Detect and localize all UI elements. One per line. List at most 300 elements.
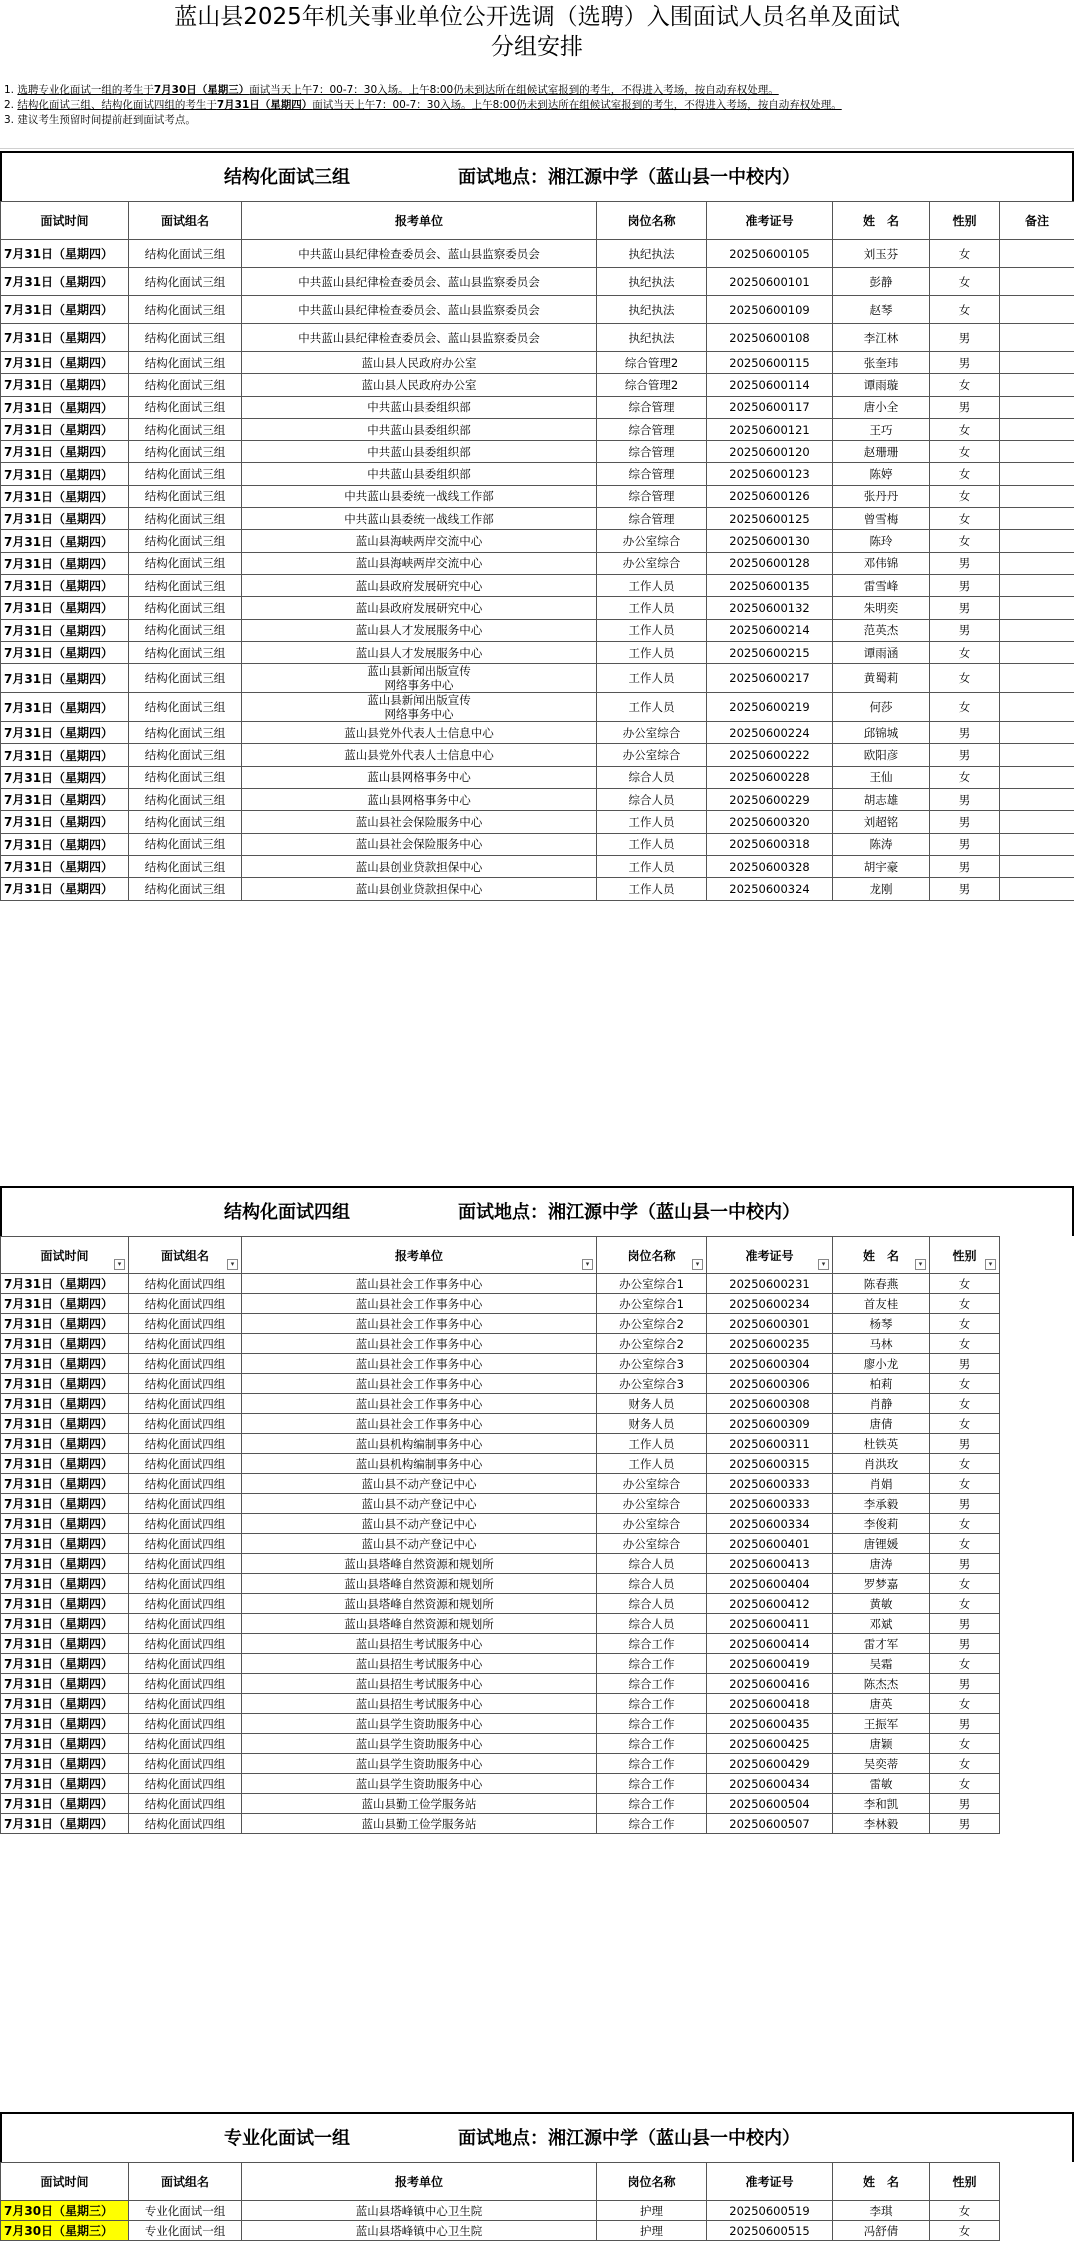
gender-cell: 男 [930, 855, 1000, 877]
position-cell: 办公室综合1 [597, 1274, 707, 1294]
table-row [1, 789, 1074, 811]
position-cell: 综合人员 [597, 1594, 707, 1614]
unit-cell: 中共蓝山县委组织部 [242, 441, 597, 463]
unit-cell: 蓝山县不动产登记中心 [242, 1514, 597, 1534]
ticket-number-cell: 20250600504 [707, 1794, 833, 1814]
group-name-cell: 结构化面试四组 [129, 1814, 242, 1834]
interview-date-cell: 7月31日（星期四） [1, 619, 129, 641]
interview-date-cell: 7月31日（星期四） [1, 1314, 129, 1334]
table-body [1, 1274, 1074, 1834]
gender-cell: 女 [930, 508, 1000, 530]
name-cell: 罗梦嘉 [833, 1574, 930, 1594]
ticket-number-cell: 20250600324 [707, 878, 833, 900]
ticket-number-cell: 20250600515 [707, 2221, 833, 2241]
table-row [1, 240, 1074, 268]
position-cell: 综合管理 [597, 396, 707, 418]
ticket-number-cell: 20250600401 [707, 1534, 833, 1554]
position-cell: 执纪执法 [597, 324, 707, 352]
ticket-number-cell: 20250600128 [707, 552, 833, 574]
unit-cell: 蓝山县招生考试服务中心 [242, 1674, 597, 1694]
unit-cell: 蓝山县不动产登记中心 [242, 1494, 597, 1514]
gender-cell: 男 [930, 352, 1000, 374]
position-cell: 综合工作 [597, 1674, 707, 1694]
filter-dropdown-icon[interactable]: ▾ [985, 1259, 996, 1270]
gender-cell: 女 [930, 1654, 1000, 1674]
group-name-cell: 结构化面试三组 [129, 766, 242, 788]
col-header: 准考证号 [707, 2163, 833, 2201]
position-cell: 工作人员 [597, 1454, 707, 1474]
position-cell: 执纪执法 [597, 296, 707, 324]
unit-cell: 中共蓝山县委组织部 [242, 396, 597, 418]
unit-cell: 蓝山县塔峰自然资源和规划所 [242, 1554, 597, 1574]
group-name-cell: 结构化面试三组 [129, 552, 242, 574]
unit-cell: 蓝山县不动产登记中心 [242, 1534, 597, 1554]
position-cell: 护理 [597, 2201, 707, 2221]
col-header-filter[interactable]: 准考证号 ▾ [707, 1237, 833, 1274]
interview-date-cell: 7月31日（星期四） [1, 1794, 129, 1814]
group-name-cell: 结构化面试四组 [129, 1334, 242, 1354]
name-cell: 胡志雄 [833, 789, 930, 811]
group-name-cell: 结构化面试三组 [129, 240, 242, 268]
name-cell: 张奎玮 [833, 352, 930, 374]
remark-cell [1000, 485, 1074, 507]
table-row [1, 833, 1074, 855]
table-row [1, 1714, 1074, 1734]
table-row [1, 664, 1074, 693]
unit-cell: 蓝山县塔峰自然资源和规划所 [242, 1574, 597, 1594]
group-name-cell: 结构化面试三组 [129, 374, 242, 396]
table-row [1, 744, 1074, 766]
table-row [1, 418, 1074, 440]
interview-table [0, 2162, 1074, 2241]
col-header-filter[interactable]: 面试时间 ▾ [1, 1237, 129, 1274]
remark-cell [1000, 664, 1074, 693]
name-cell: 唐英 [833, 1694, 930, 1714]
group-name-cell: 结构化面试四组 [129, 1694, 242, 1714]
gender-cell: 女 [930, 664, 1000, 693]
group-name-cell: 结构化面试四组 [129, 1514, 242, 1534]
ticket-number-cell: 20250600334 [707, 1514, 833, 1534]
ticket-number-cell: 20250600217 [707, 664, 833, 693]
unit-cell: 蓝山县招生考试服务中心 [242, 1694, 597, 1714]
filter-dropdown-icon[interactable]: ▾ [692, 1259, 703, 1270]
ticket-number-cell: 20250600413 [707, 1554, 833, 1574]
table-row [1, 1474, 1074, 1494]
interview-date-cell: 7月31日（星期四） [1, 641, 129, 663]
gender-cell: 女 [930, 1734, 1000, 1754]
remark-cell [1000, 789, 1074, 811]
name-cell: 陈涛 [833, 833, 930, 855]
name-cell: 李俊莉 [833, 1514, 930, 1534]
group-name-cell: 结构化面试三组 [129, 789, 242, 811]
gender-cell: 男 [930, 722, 1000, 744]
col-header: 姓 名 [833, 202, 930, 240]
interview-date-cell: 7月31日（星期四） [1, 1394, 129, 1414]
ticket-number-cell: 20250600115 [707, 352, 833, 374]
table-row [1, 552, 1074, 574]
col-header-filter[interactable]: 面试组名 ▾ [129, 1237, 242, 1274]
name-cell: 黄蜀莉 [833, 664, 930, 693]
interview-date-cell: 7月31日（星期四） [1, 374, 129, 396]
unit-cell: 蓝山县不动产登记中心 [242, 1474, 597, 1494]
filter-dropdown-icon[interactable]: ▾ [818, 1259, 829, 1270]
table-row [1, 1554, 1074, 1574]
unit-cell: 蓝山县社会工作事务中心 [242, 1334, 597, 1354]
ticket-number-cell: 20250600234 [707, 1294, 833, 1314]
name-cell: 张丹丹 [833, 485, 930, 507]
venue-label: 面试地点：湘江源中学（蓝山县一中校内） [458, 2128, 800, 2149]
table-header-row [1, 202, 1074, 240]
gender-cell: 女 [930, 1474, 1000, 1494]
interview-date-cell: 7月31日（星期四） [1, 833, 129, 855]
gender-cell: 女 [930, 641, 1000, 663]
gender-cell: 女 [930, 1774, 1000, 1794]
unit-cell: 蓝山县塔峰自然资源和规划所 [242, 1614, 597, 1634]
gender-cell: 男 [930, 324, 1000, 352]
page-title-line1: 蓝山县2025年机关事业单位公开选调（选聘）入围面试人员名单及面试 [174, 4, 900, 30]
position-cell: 办公室综合3 [597, 1354, 707, 1374]
interview-date-cell: 7月31日（星期四） [1, 811, 129, 833]
name-cell: 陈婷 [833, 463, 930, 485]
interview-date-cell: 7月31日（星期四） [1, 1494, 129, 1514]
col-header: 面试时间 [1, 202, 129, 240]
name-cell: 赵珊珊 [833, 441, 930, 463]
remark-cell [1000, 693, 1074, 722]
col-header: 面试时间 [1, 2163, 129, 2201]
ticket-number-cell: 20250600117 [707, 396, 833, 418]
position-cell: 综合管理 [597, 485, 707, 507]
group-name-cell: 结构化面试三组 [129, 530, 242, 552]
name-cell: 唐锂媛 [833, 1534, 930, 1554]
table-row [1, 1814, 1074, 1834]
gender-cell: 女 [930, 463, 1000, 485]
unit-cell: 蓝山县招生考试服务中心 [242, 1654, 597, 1674]
col-header: 备注 [1000, 202, 1074, 240]
table-row [1, 1274, 1074, 1294]
position-cell: 综合工作 [597, 1714, 707, 1734]
name-cell: 李林毅 [833, 1814, 930, 1834]
table-row [1, 722, 1074, 744]
table-row [1, 1314, 1074, 1334]
ticket-number-cell: 20250600435 [707, 1714, 833, 1734]
table-row [1, 574, 1074, 596]
group-name-cell: 结构化面试三组 [129, 352, 242, 374]
ticket-number-cell: 20250600101 [707, 268, 833, 296]
gender-cell: 女 [930, 1314, 1000, 1334]
position-cell: 综合工作 [597, 1814, 707, 1834]
group-name-cell: 结构化面试四组 [129, 1354, 242, 1374]
unit-cell: 蓝山县机构编制事务中心 [242, 1454, 597, 1474]
interview-date-cell: 7月31日（星期四） [1, 418, 129, 440]
name-cell: 何莎 [833, 693, 930, 722]
gender-cell: 女 [930, 240, 1000, 268]
group-name-cell: 结构化面试四组 [129, 1374, 242, 1394]
unit-cell: 蓝山县政府发展研究中心 [242, 597, 597, 619]
section-structured-group-3 [0, 151, 1074, 901]
interview-date-cell: 7月31日（星期四） [1, 766, 129, 788]
group-name-cell: 结构化面试四组 [129, 1474, 242, 1494]
remark-cell [1000, 552, 1074, 574]
ticket-number-cell: 20250600235 [707, 1334, 833, 1354]
col-header: 报考单位 [242, 2163, 597, 2201]
gender-cell: 女 [930, 296, 1000, 324]
remark-cell [1000, 324, 1074, 352]
position-cell: 工作人员 [597, 1434, 707, 1454]
ticket-number-cell: 20250600105 [707, 240, 833, 268]
ticket-number-cell: 20250600411 [707, 1614, 833, 1634]
group-name-cell: 结构化面试四组 [129, 1574, 242, 1594]
ticket-number-cell: 20250600130 [707, 530, 833, 552]
unit-cell: 蓝山县学生资助服务中心 [242, 1754, 597, 1774]
position-cell: 办公室综合 [597, 1474, 707, 1494]
name-cell: 肖静 [833, 1394, 930, 1414]
name-cell: 唐小全 [833, 396, 930, 418]
gender-cell: 女 [930, 1594, 1000, 1614]
remark-cell [1000, 268, 1074, 296]
name-cell: 吴霜 [833, 1654, 930, 1674]
ticket-number-cell: 20250600507 [707, 1814, 833, 1834]
name-cell: 马林 [833, 1334, 930, 1354]
table-row [1, 1774, 1074, 1794]
group-name-cell: 结构化面试四组 [129, 1714, 242, 1734]
col-header: 性别 [930, 202, 1000, 240]
position-cell: 综合管理 [597, 418, 707, 440]
position-cell: 综合人员 [597, 1614, 707, 1634]
ticket-number-cell: 20250600306 [707, 1374, 833, 1394]
ticket-number-cell: 20250600214 [707, 619, 833, 641]
ticket-number-cell: 20250600309 [707, 1414, 833, 1434]
position-cell: 综合工作 [597, 1794, 707, 1814]
name-cell: 廖小龙 [833, 1354, 930, 1374]
position-cell: 工作人员 [597, 574, 707, 596]
unit-cell: 蓝山县人民政府办公室 [242, 352, 597, 374]
name-cell: 李和凯 [833, 1794, 930, 1814]
table-row [1, 1614, 1074, 1634]
group-name-cell: 结构化面试三组 [129, 396, 242, 418]
group-name-cell: 专业化面试一组 [129, 2201, 242, 2221]
group-name-cell: 结构化面试四组 [129, 1314, 242, 1334]
group-name-cell: 结构化面试四组 [129, 1294, 242, 1314]
name-cell: 王仙 [833, 766, 930, 788]
ticket-number-cell: 20250600135 [707, 574, 833, 596]
interview-date-cell: 7月31日（星期四） [1, 1514, 129, 1534]
col-header-filter[interactable]: 姓 名 ▾ [833, 1237, 930, 1274]
venue-label: 面试地点：湘江源中学（蓝山县一中校内） [458, 167, 800, 188]
name-cell: 李承毅 [833, 1494, 930, 1514]
position-cell: 办公室综合 [597, 1494, 707, 1514]
group-name-cell: 结构化面试四组 [129, 1394, 242, 1414]
table-row [1, 1494, 1074, 1514]
name-cell: 李琪 [833, 2201, 930, 2221]
interview-date-cell: 7月31日（星期四） [1, 1534, 129, 1554]
table-row [1, 1794, 1074, 1814]
name-cell: 李江林 [833, 324, 930, 352]
group-name-cell: 结构化面试三组 [129, 878, 242, 900]
unit-cell: 蓝山县创业贷款担保中心 [242, 855, 597, 877]
gender-cell: 男 [930, 1554, 1000, 1574]
gender-cell: 女 [930, 1694, 1000, 1714]
table-row [1, 530, 1074, 552]
name-cell: 赵琴 [833, 296, 930, 324]
table-row [1, 1734, 1074, 1754]
table-row [1, 2221, 1074, 2241]
name-cell: 唐涛 [833, 1554, 930, 1574]
gender-cell: 男 [930, 552, 1000, 574]
ticket-number-cell: 20250600429 [707, 1754, 833, 1774]
position-cell: 综合人员 [597, 766, 707, 788]
name-cell: 曾雪梅 [833, 508, 930, 530]
ticket-number-cell: 20250600215 [707, 641, 833, 663]
group-name-cell: 结构化面试三组 [129, 485, 242, 507]
remark-cell [1000, 352, 1074, 374]
interview-date-cell: 7月31日（星期四） [1, 1654, 129, 1674]
ticket-number-cell: 20250600308 [707, 1394, 833, 1414]
col-header: 岗位名称 [597, 202, 707, 240]
col-header: 报考单位 [242, 202, 597, 240]
name-cell: 王巧 [833, 418, 930, 440]
table-row [1, 1534, 1074, 1554]
interview-date-cell: 7月31日（星期四） [1, 268, 129, 296]
unit-cell: 蓝山县勤工俭学服务站 [242, 1814, 597, 1834]
interview-date-cell: 7月31日（星期四） [1, 396, 129, 418]
position-cell: 办公室综合 [597, 744, 707, 766]
gender-cell: 女 [930, 485, 1000, 507]
gender-cell: 男 [930, 1614, 1000, 1634]
table-row [1, 1514, 1074, 1534]
gender-cell: 男 [930, 619, 1000, 641]
interview-date-cell: 7月31日（星期四） [1, 1274, 129, 1294]
col-header-filter[interactable]: 岗位名称 ▾ [597, 1237, 707, 1274]
name-cell: 范英杰 [833, 619, 930, 641]
unit-cell: 蓝山县社会工作事务中心 [242, 1314, 597, 1334]
unit-cell: 蓝山县社会保险服务中心 [242, 833, 597, 855]
group-name-cell: 结构化面试三组 [129, 296, 242, 324]
gender-cell: 男 [930, 744, 1000, 766]
table-row [1, 597, 1074, 619]
ticket-number-cell: 20250600126 [707, 485, 833, 507]
interview-date-cell: 7月31日（星期四） [1, 1814, 129, 1834]
name-cell: 柏莉 [833, 1374, 930, 1394]
name-cell: 胡宇豪 [833, 855, 930, 877]
filter-dropdown-icon[interactable]: ▾ [114, 1259, 125, 1270]
interview-table [0, 201, 1074, 901]
interview-date-cell: 7月31日（星期四） [1, 530, 129, 552]
unit-cell: 蓝山县塔峰自然资源和规划所 [242, 1594, 597, 1614]
name-cell: 谭雨璇 [833, 374, 930, 396]
name-cell: 雷敏 [833, 1774, 930, 1794]
interview-date-cell: 7月31日（星期四） [1, 441, 129, 463]
unit-cell: 蓝山县人民政府办公室 [242, 374, 597, 396]
name-cell: 刘超铭 [833, 811, 930, 833]
filter-dropdown-icon[interactable]: ▾ [582, 1259, 593, 1270]
table-row [1, 1754, 1074, 1774]
remark-cell [1000, 530, 1074, 552]
ticket-number-cell: 20250600333 [707, 1474, 833, 1494]
position-cell: 工作人员 [597, 641, 707, 663]
remark-cell [1000, 374, 1074, 396]
col-header-filter[interactable]: 性别 ▾ [930, 1237, 1000, 1274]
filter-dropdown-icon[interactable]: ▾ [915, 1259, 926, 1270]
gender-cell: 男 [930, 1714, 1000, 1734]
gender-cell: 女 [930, 530, 1000, 552]
group-name-cell: 结构化面试四组 [129, 1734, 242, 1754]
position-cell: 综合工作 [597, 1754, 707, 1774]
gender-cell: 男 [930, 789, 1000, 811]
unit-cell: 蓝山县新闻出版宣传 网络事务中心 [242, 693, 597, 722]
table-row [1, 619, 1074, 641]
name-cell: 黄敏 [833, 1594, 930, 1614]
name-cell: 陈春燕 [833, 1274, 930, 1294]
unit-cell: 蓝山县学生资助服务中心 [242, 1714, 597, 1734]
group-name-cell: 结构化面试四组 [129, 1274, 242, 1294]
table-row [1, 441, 1074, 463]
name-cell: 唐颖 [833, 1734, 930, 1754]
remark-cell [1000, 441, 1074, 463]
interview-date-cell: 7月31日（星期四） [1, 463, 129, 485]
position-cell: 执纪执法 [597, 240, 707, 268]
position-cell: 财务人员 [597, 1394, 707, 1414]
gender-cell: 女 [930, 1414, 1000, 1434]
interview-date-cell: 7月31日（星期四） [1, 1474, 129, 1494]
table-row [1, 878, 1074, 900]
interview-date-cell: 7月31日（星期四） [1, 240, 129, 268]
group-name-cell: 结构化面试三组 [129, 855, 242, 877]
ticket-number-cell: 20250600228 [707, 766, 833, 788]
col-header-filter[interactable]: 报考单位 ▾ [242, 1237, 597, 1274]
position-cell: 办公室综合 [597, 552, 707, 574]
interview-date-cell: 7月31日（星期四） [1, 485, 129, 507]
name-cell: 邓斌 [833, 1614, 930, 1634]
ticket-number-cell: 20250600114 [707, 374, 833, 396]
unit-cell: 蓝山县新闻出版宣传 网络事务中心 [242, 664, 597, 693]
name-cell: 肖娟 [833, 1474, 930, 1494]
ticket-number-cell: 20250600311 [707, 1434, 833, 1454]
gender-cell: 男 [930, 1354, 1000, 1374]
name-cell: 陈玲 [833, 530, 930, 552]
unit-cell: 中共蓝山县委统一战线工作部 [242, 485, 597, 507]
group-name-cell: 结构化面试四组 [129, 1634, 242, 1654]
position-cell: 综合人员 [597, 1574, 707, 1594]
group-name-cell: 结构化面试四组 [129, 1774, 242, 1794]
unit-cell: 蓝山县海峡两岸交流中心 [242, 552, 597, 574]
gender-cell: 女 [930, 693, 1000, 722]
name-cell: 刘玉芬 [833, 240, 930, 268]
unit-cell: 中共蓝山县纪律检查委员会、蓝山县监察委员会 [242, 240, 597, 268]
unit-cell: 中共蓝山县纪律检查委员会、蓝山县监察委员会 [242, 324, 597, 352]
unit-cell: 蓝山县招生考试服务中心 [242, 1634, 597, 1654]
filter-dropdown-icon[interactable]: ▾ [227, 1259, 238, 1270]
remark-cell [1000, 811, 1074, 833]
section-header [0, 2112, 1074, 2162]
gender-cell: 男 [930, 1494, 1000, 1514]
unit-cell: 中共蓝山县纪律检查委员会、蓝山县监察委员会 [242, 268, 597, 296]
group-name-cell: 结构化面试三组 [129, 574, 242, 596]
table-body [1, 2201, 1074, 2241]
interview-date-cell: 7月31日（星期四） [1, 352, 129, 374]
interview-date-cell: 7月31日（星期四） [1, 693, 129, 722]
table-row [1, 1334, 1074, 1354]
name-cell: 冯舒倩 [833, 2221, 930, 2241]
remark-cell [1000, 508, 1074, 530]
group-name-cell: 结构化面试三组 [129, 597, 242, 619]
name-cell: 陈杰杰 [833, 1674, 930, 1694]
group-name-cell: 结构化面试四组 [129, 1674, 242, 1694]
name-cell: 肖洪玫 [833, 1454, 930, 1474]
ticket-number-cell: 20250600328 [707, 855, 833, 877]
name-cell: 吴奕蒂 [833, 1754, 930, 1774]
interview-date-cell: 7月31日（星期四） [1, 1354, 129, 1374]
name-cell: 首友桂 [833, 1294, 930, 1314]
